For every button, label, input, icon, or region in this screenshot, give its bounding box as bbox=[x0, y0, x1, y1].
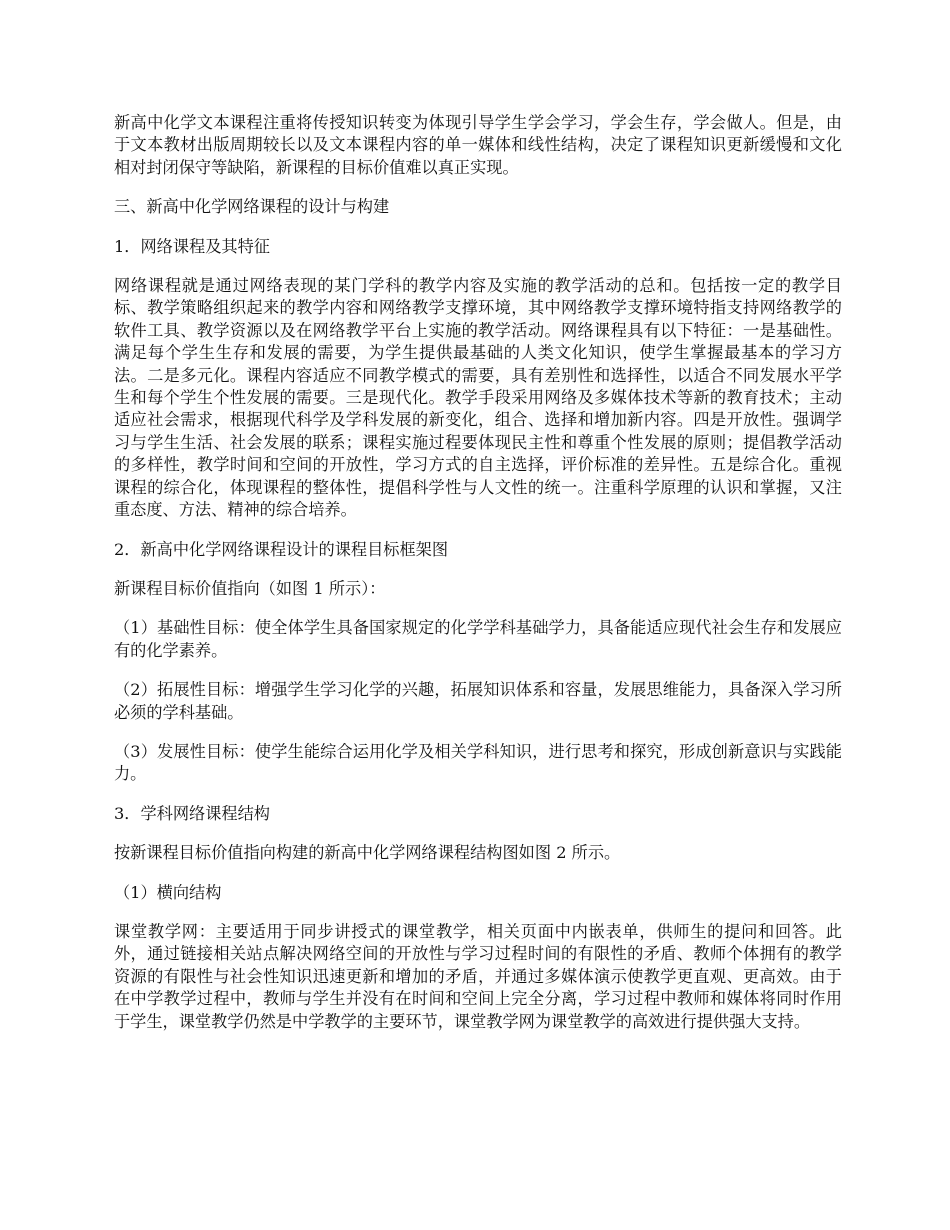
document-body bbox=[114, 112, 842, 1050]
paragraph-network-course-features: 网络课程就是通过网络表现的某门学科的教学内容及实施的教学活动的总和。包括按一定的教学目标、教学策略组织起来的教学内容和网络教学支撑环境，其中网络教学支撑环境特指支持网络教学的软件工具、教学资源以及在网络教学平台上实施的教学活动。网络课程具有以下特征：一是基础性。满足每个学生生存和发展的需要，为学生提供最基础的人类文化知识，使学生掌握最基本的学习方法。二是多元化。课程内容适应不同教学模式的需要，具有差别性和选择性，以适合不同发展水平学生和每个学生个性发展的需要。三是现代化。教学手段采用网络及多媒体技术等新的教育技术；主动适应社会需求，根据现代科学及学科发展的新变化，组合、选择和增加新内容。四是开放性。强调学习与学生生活、社会发展的联系；课程实施过程要体现民主性和尊重个性发展的原则；提倡教学活动的多样性，教学时间和空间的开放性，学习方式的自主选择，评价标准的差异性。五是综合化。重视课程的综合化，体现课程的整体性，提倡科学性与人文性的统一。注重科学原理的认识和掌握，又注重态度、方法、精神的综合培养。 bbox=[114, 276, 842, 520]
paragraph-goal-extended: （2）拓展性目标：增强学生学习化学的兴趣，拓展知识体系和容量，发展思维能力，具备深入学习所必须的学科基础。 bbox=[114, 680, 842, 722]
paragraph-structure-intro: 按新课程目标价值指向构建的新高中化学网络课程结构图如图 2 所示。 bbox=[114, 843, 621, 863]
subsection-heading-horizontal: （1）横向结构 bbox=[114, 882, 222, 902]
subsection-heading-2: 2．新高中化学网络课程设计的课程目标框架图 bbox=[114, 539, 449, 559]
paragraph-classroom-network: 课堂教学网：主要适用于同步讲授式的课堂教学，相关页面中内嵌表单，供师生的提问和回答。此外，通过链接相关站点解决网络空间的开放性与学习过程时间的有限性的矛盾、教师个体拥有的教学资源的有限性与社会性知识迅速更新和增加的矛盾，并通过多媒体演示使教学更直观、更高效。由于在中学教学过程中，教师与学生并没有在时间和空间上完全分离，学习过程中教师和媒体将同时作用于学生，课堂教学仍然是中学教学的主要环节，课堂教学网为课堂教学的高效进行提供强大支持。 bbox=[114, 921, 842, 1031]
subsection-heading-1: 1．网络课程及其特征 bbox=[114, 236, 270, 256]
paragraph-goal-developmental: （3）发展性目标：使学生能综合运用化学及相关学科知识，进行思考和探究，形成创新意识与实践能力。 bbox=[114, 741, 842, 784]
paragraph-intro: 新高中化学文本课程注重将传授知识转变为体现引导学生学会学习，学会生存，学会做人。但是，由于文本教材出版周期较长以及文本课程内容的单一媒体和线性结构，决定了课程知识更新缓慢和文化相对封闭保守等缺陷，新课程的目标价值难以真正实现。 bbox=[114, 113, 842, 177]
subsection-heading-3: 3．学科网络课程结构 bbox=[114, 803, 270, 823]
paragraph-goal-basic: （1）基础性目标：使全体学生具备国家规定的化学学科基础学力，具备能适应现代社会生存和发展应有的化学素养。 bbox=[114, 618, 842, 660]
paragraph-goal-value-intro: 新课程目标价值指向（如图 1 所示）： bbox=[114, 578, 386, 598]
section-heading-3: 三、新高中化学网络课程的设计与构建 bbox=[114, 197, 390, 217]
